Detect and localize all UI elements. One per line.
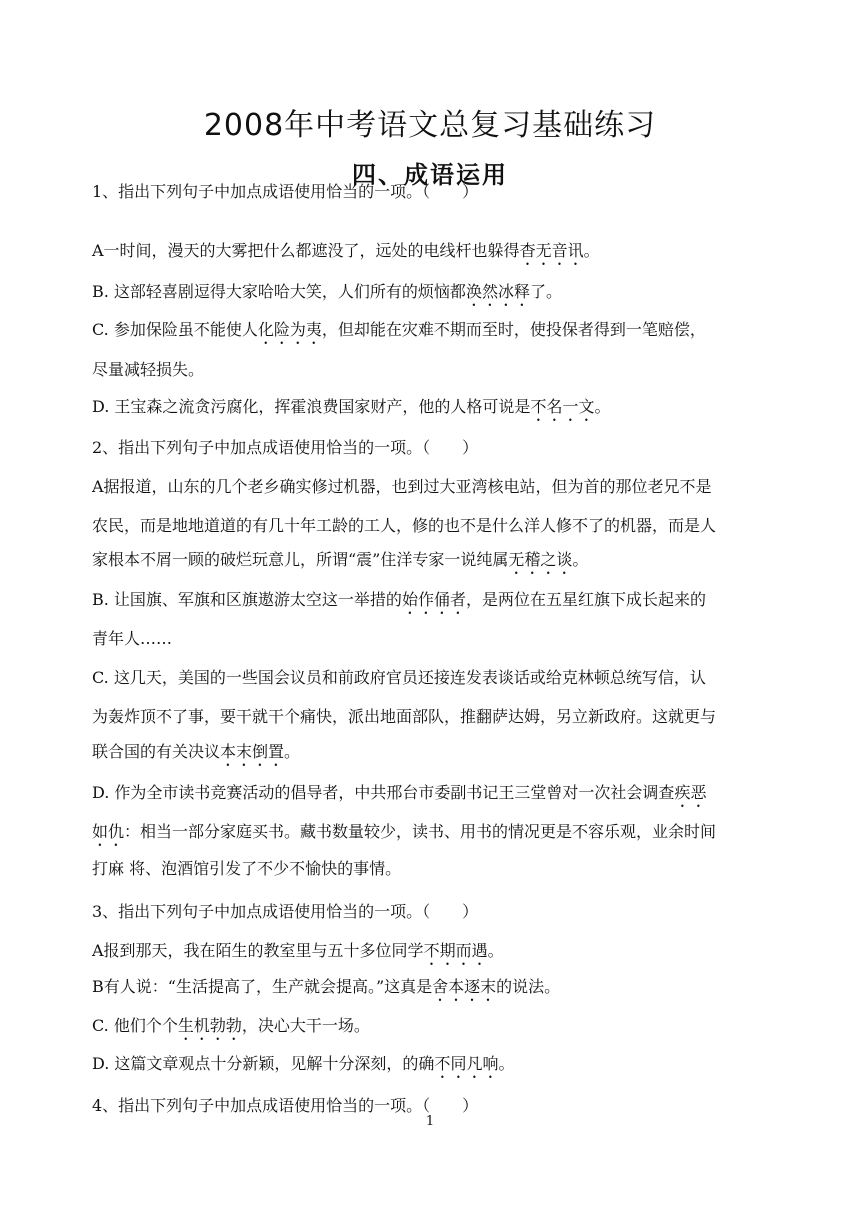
line-text: 联合国的有关决议 [92, 742, 221, 761]
dotted-idiom: 舍本逐末 [432, 977, 497, 996]
line-text: A据报道，山东的几个老乡确实修过机器，也到过大亚湾核电站，但为首的那位老兄不是 [92, 477, 712, 496]
line-text: C. 他们个个 [92, 1016, 178, 1035]
line-text: ，决心大干一场。 [241, 1016, 370, 1035]
dotted-idiom: 疾恶 [674, 783, 707, 802]
text-line [92, 859, 401, 879]
text-line [92, 397, 610, 425]
line-text: C. 参加保险虽不能使人 [92, 320, 258, 339]
line-text: 家根本不屑一顾的破烂玩意儿，所谓“震”住洋专家一说纯属 [92, 550, 509, 569]
line-text: A报到那天，我在陌生的教室里与五十多位同学 [92, 941, 424, 960]
line-text: 2、指出下列句子中加点成语使用恰当的一项。（ ） [92, 438, 479, 457]
line-text: 农民，而是地地道道的有几十年工龄的工人，修的也不是什么洋人修不了的机器，而是人 [92, 516, 717, 535]
document-title: 2008年中考语文总复习基础练习 [203, 108, 657, 143]
line-text: 为轰炸顶不了事，要干就干个痛快，派出地面部队，推翻萨达姆，另立新政府。这就更与 [92, 707, 717, 726]
line-text: 青年人…… [92, 629, 173, 648]
text-line [92, 516, 716, 536]
line-text: ：相当一部分家庭买书。藏书数量较少，读书、用书的情况更是不容乐观，业余时间 [124, 822, 717, 841]
line-text: D. 这篇文章观点十分新颖，见解十分深刻，的确 [92, 1054, 435, 1073]
text-line [92, 783, 706, 811]
dotted-idiom: 生机勃勃 [177, 1016, 242, 1035]
line-text: 。 [498, 1054, 515, 1073]
line-text: 了。 [529, 282, 562, 301]
text-line [92, 241, 600, 269]
page-number: 1 [425, 1114, 435, 1129]
text-line [92, 941, 504, 969]
text-line [92, 902, 478, 922]
dotted-idiom: 始作俑者 [401, 590, 466, 609]
line-text: ，但却能在灾难不期而至时，使投保者得到一笔赔偿， [321, 320, 706, 339]
line-text: 。 [487, 941, 504, 960]
text-line [92, 629, 172, 649]
section-heading: 四、成语运用 [352, 160, 508, 189]
text-line [92, 707, 716, 727]
line-text: ，是两位在五星红旗下成长起来的 [465, 590, 706, 609]
dotted-idiom: 不同凡响 [434, 1054, 499, 1073]
text-line [92, 282, 562, 310]
dotted-idiom: 不名一文 [530, 397, 595, 416]
line-text: B. 这部轻喜剧逗得大家哈哈大笑，人们所有的烦恼都 [92, 282, 466, 301]
text-line [92, 550, 588, 578]
line-text: 4、指出下列句子中加点成语使用恰当的一项。（ ） [92, 1096, 479, 1115]
dotted-idiom: 涣然冰释 [465, 282, 530, 301]
text-line [92, 320, 706, 348]
text-line [92, 742, 300, 770]
line-text: 。 [583, 241, 600, 260]
text-line [92, 977, 560, 1005]
line-text: 的说法。 [496, 977, 561, 996]
text-line [92, 668, 706, 688]
line-text: D. 作为全市读书竞赛活动的倡导者，中共邢台市委副书记王三堂曾对一次社会调查 [92, 783, 675, 802]
text-line [92, 822, 716, 850]
line-text: B有人说：“生活提高了，生产就会提高。”这真是 [92, 977, 433, 996]
line-text: 。 [284, 742, 301, 761]
dotted-idiom: 不期而遇 [423, 941, 488, 960]
text-line [92, 477, 712, 497]
text-line [92, 1096, 478, 1116]
text-line [92, 360, 204, 380]
text-line [92, 1054, 514, 1082]
dotted-idiom: 杳无音讯 [519, 241, 584, 260]
dotted-idiom: 化险为夷 [257, 320, 322, 339]
dotted-idiom: 无稽之谈 [508, 550, 573, 569]
line-text: 3、指出下列句子中加点成语使用恰当的一项。（ ） [92, 902, 479, 921]
line-text: 。 [594, 397, 611, 416]
text-line [92, 1016, 370, 1044]
line-text: C. 这几天，美国的一些国会议员和前政府官员还接连发表谈话或给克林顿总统写信，认 [92, 668, 706, 687]
text-line [92, 182, 478, 202]
line-text: B. 让国旗、军旗和区旗遨游太空这一举措的 [92, 590, 402, 609]
line-text: 打麻 将、泡酒馆引发了不少不愉快的事情。 [92, 859, 402, 878]
text-line [92, 438, 478, 458]
dotted-idiom: 如仇 [92, 822, 125, 841]
line-text: A一时间，漫天的大雾把什么都遮没了，远处的电线杆也躲得 [92, 241, 520, 260]
line-text: D. 王宝森之流贪污腐化，挥霍浪费国家财产，他的人格可说是 [92, 397, 531, 416]
dotted-idiom: 本末倒置 [220, 742, 285, 761]
text-line [92, 590, 706, 618]
line-text: 尽量减轻损失。 [92, 360, 205, 379]
line-text: 1、指出下列句子中加点成语使用恰当的一项。（ ） [92, 182, 479, 201]
line-text: 。 [572, 550, 589, 569]
